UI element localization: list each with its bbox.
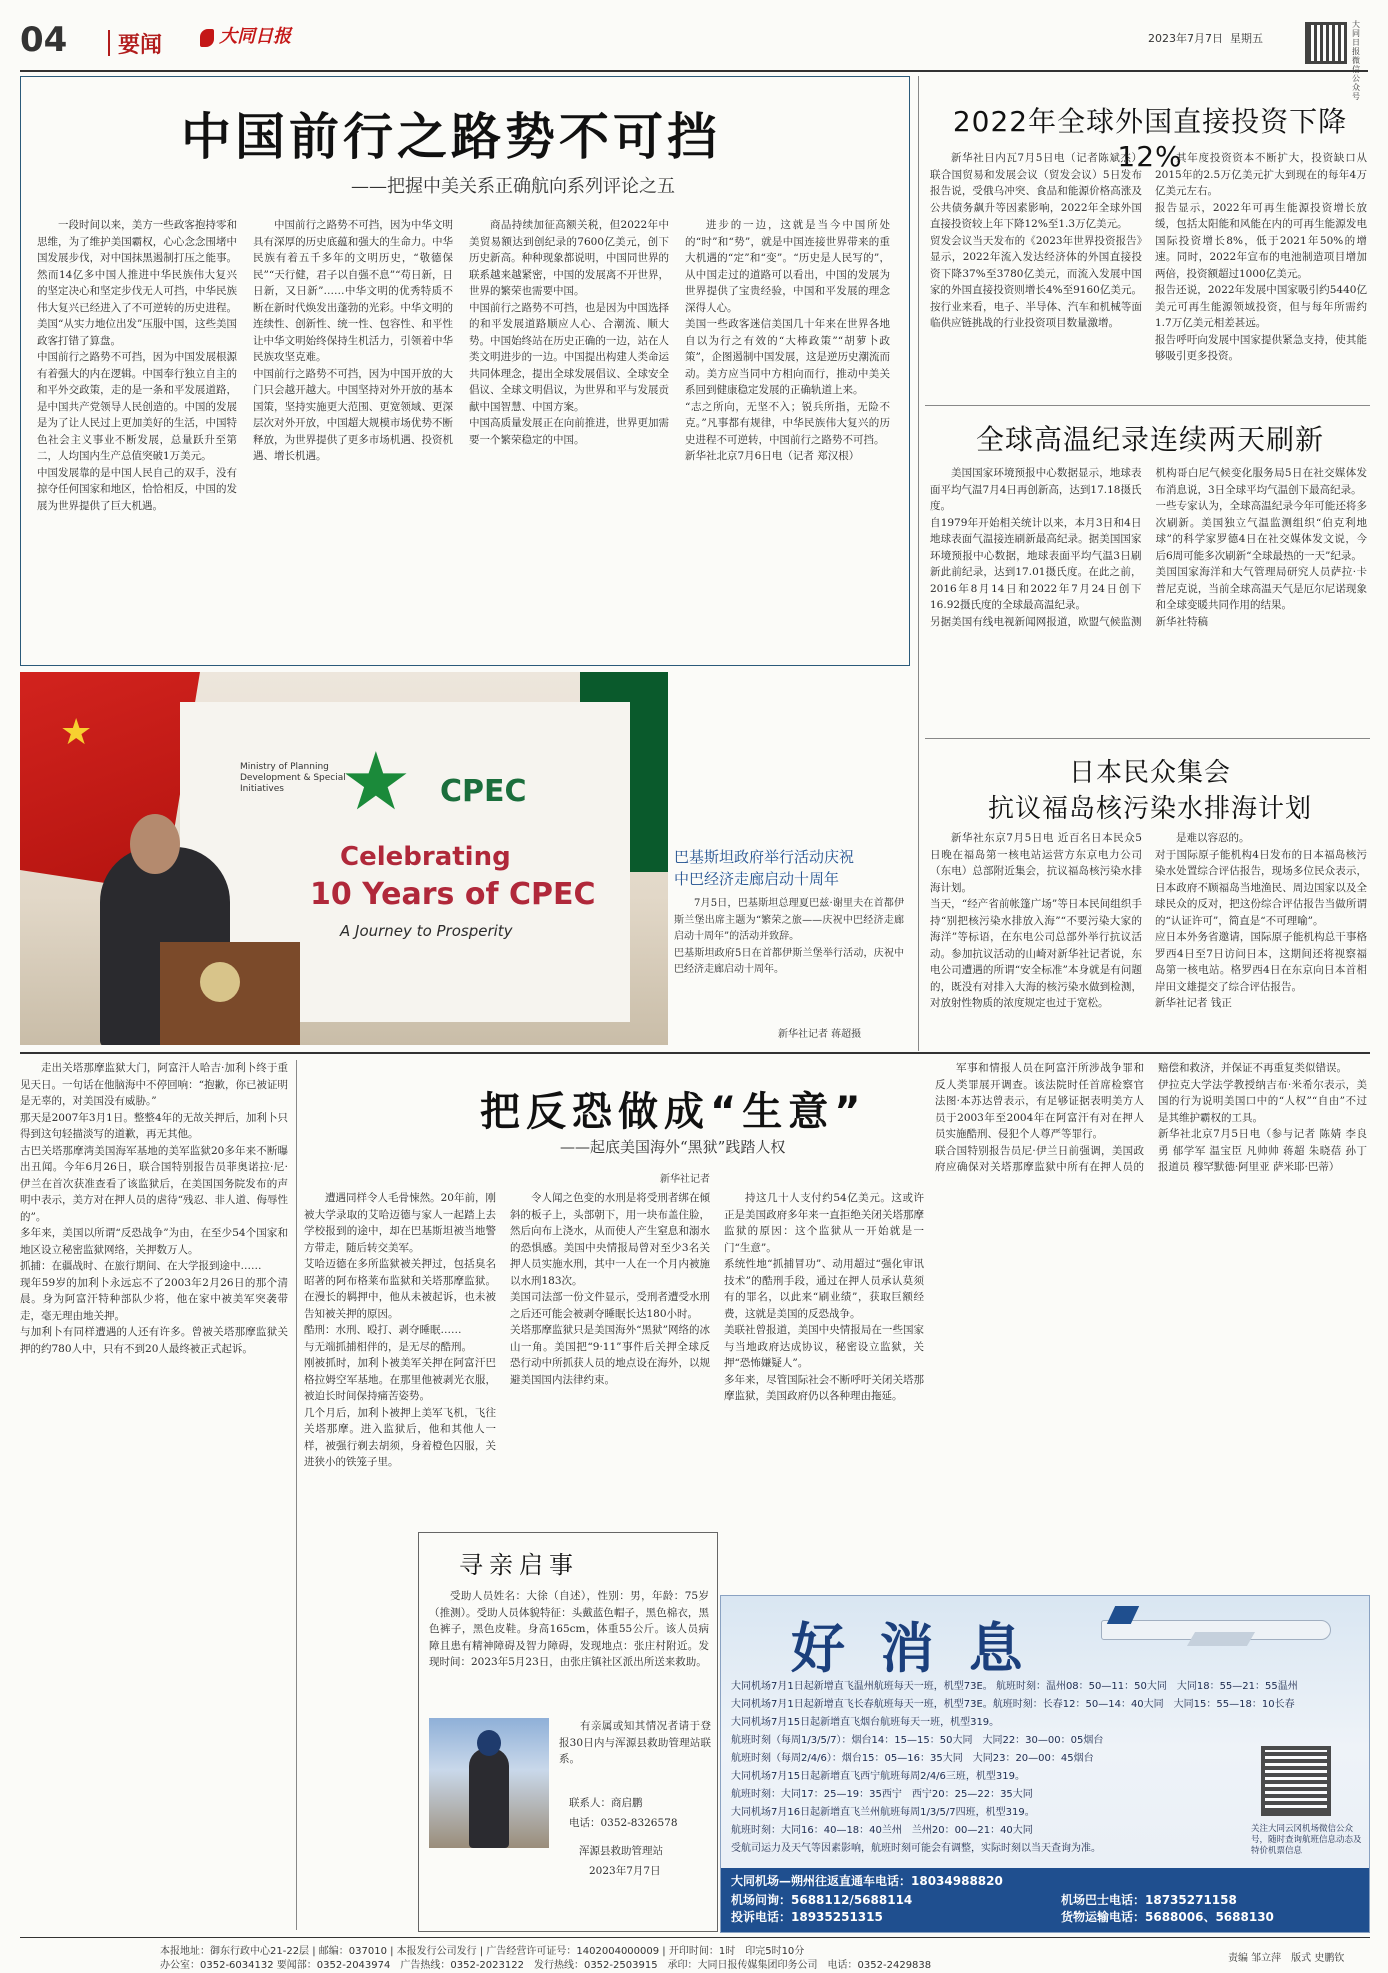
section-name: 要闻 <box>118 33 163 58</box>
terror-left-column: 走出关塔那摩监狱大门，阿富汗人哈吉·加利卜终于重见天日。一句话在他脑海中不停回响：“抱歉，你已被证明是无辜的，对美国没有威胁。” 那天是2007年3月1日。整整4年的无故关押后，加利卜只得到这句轻描淡写的道歉，再无其他。 古巴关塔那摩湾美国海军基地的美军监狱20多年来不断曝出丑闻。今年6月26日，联合国特别报告员菲奥诺拉·尼·伊兰在首次获准查看了该监狱后，在美国国务院发布的声明中表示，美方对在押人员的虐待“残忍、非人道、侮辱性的”。 多年来，美国以所谓“反恐战争”为由，在至少54个国家和地区设立秘密监狱网络，关押数万人。 抓捕：在疆战时、在旅行期间、在大学报到途中…… 现年59岁的加利卜永远忘不了2003年2月26日的那个清晨。身为阿富汗特种部队少将，他在家中被美军突袭带走，毫无理由地关押。 与加利卜有同样遭遇的人还有许多。曾被关塔那摩监狱关押的约780人中，只有不到20人最终被正式起诉。 <box>20 1062 288 1355</box>
banner-line-3: A Journey to Prosperity <box>340 922 513 940</box>
china-flag-star-icon: ★ <box>60 712 93 753</box>
missing-person-contact: 联系人：商启鹏 <box>569 1797 643 1809</box>
banner-line-2: 10 Years of CPEC <box>310 877 596 912</box>
cargo-phone: 货物运输电话：5688006、5688130 <box>1061 1910 1274 1924</box>
heat-article-title: 全球高温纪录连续两天刷新 <box>975 423 1324 456</box>
missing-person-box <box>418 1532 718 1932</box>
missing-person-notice: 有亲属或知其情况者请于登报30日内与浑源县救助管理站联系。 <box>559 1720 711 1765</box>
date: 2023年7月7日 <box>1148 32 1223 45</box>
flight-row: 航班时刻：大同16：40—18：40兰州 兰州20：00—21：40大同 <box>731 1825 1033 1836</box>
footer-editor: 责编 邹立萍 版式 史鹏钦 <box>1228 1953 1345 1964</box>
flight-row: 航班时刻：大同17：25—19：35西宁 西宁20：25—22：35大同 <box>731 1789 1033 1800</box>
flight-row: 大同机场7月1日起新增直飞长春航班每天一班，机型73E。航班时刻：长春12：50—14：40大同 大同15：55—18：10长春 <box>731 1699 1295 1710</box>
cpec-photo <box>20 672 668 1045</box>
footer-rule <box>20 1937 1370 1938</box>
main-article-col-1: 一段时间以来，美方一些政客抱持零和思维，为了维护美国霸权，心心念念围堵中国发展步伐，对中国抹黑遏制打压之能事。然而14亿多中国人推进中华民族伟大复兴的坚定决心和坚定步伐无人可挡，中华民族伟大复兴已经进入了不可逆转的历史进程。美国“从实力地位出发”压服中国，这些美国政客打错了算盘。 中国前行之路势不可挡，因为中国发展根源有着强大的内在逻辑。中国奉行独立自主的和平外交政策，走的是一条和平发展道路，是中国共产党领导人民创造的。中国的发展是为了让人民过上更加美好的生活，中国特色社会主义事业不断发展，总量跃升至第二，人均国内生产总值突破1万美元。 中国发展靠的是中国人民自己的双手，没有掠夺任何国家和地区，恰恰相反，中国的发展为世界提供了巨大机遇。 <box>37 219 237 512</box>
speaker-head <box>130 814 180 874</box>
header-date <box>1148 30 1263 46</box>
airport-bus-phone: 机场巴士电话：18735271158 <box>1061 1893 1237 1907</box>
fukushima-title-1: 日本民众集会 <box>1068 758 1231 788</box>
terror-article-subtitle: ——起底美国海外“黑狱”践踏人权 <box>560 1138 786 1156</box>
podium-emblem-icon <box>200 962 240 1002</box>
missing-person-date: 2023年7月7日 <box>589 1865 661 1877</box>
person-head <box>477 1730 501 1756</box>
header-divider <box>108 30 110 56</box>
complaint-phone: 投诉电话：18935251315 <box>731 1910 883 1924</box>
airport-qr-caption: 关注大同云冈机场微信公众号，随时查询航班信息动态及特价机票信息 <box>1251 1824 1362 1856</box>
flight-row: 大同机场7月16日起新增直飞兰州航班每周1/3/5/7四班，机型319。 <box>731 1807 1035 1818</box>
terror-byline: 新华社记者 <box>660 1174 710 1185</box>
mid-page-rule <box>20 1052 1370 1054</box>
fdi-bottom-rule <box>925 405 1370 406</box>
header-qr-caption: 大同日报微 公众号 <box>1352 20 1360 101</box>
paper-logo-mark-icon <box>200 29 214 47</box>
cpec-logo: CPEC <box>440 774 527 809</box>
fukushima-col-1: 新华社东京7月5日电 近百名日本民众5日晚在福岛第一核电站运营方东京电力公司（东电）总部附近集会，抗议福岛核污染水排海计划。 当天，“经产省前帐篷广场”等日本民间组织手持“别把核污染水排放入海”“不要污染大家的海洋”等标语，在东电公司总部外举行抗议活动。参加抗议活动的山崎对新华社记者说，东电公司遭遇的所谓“安全标准”本身就是有问题的，既没有对排入大海的核污染水做到检测，对放射性物质的浓度规定也过于宽松。 <box>930 832 1142 1009</box>
cpec-caption-text: 7月5日，巴基斯坦总理夏巴兹·谢里夫在首都伊斯兰堡出席主题为“繁荣之旅——庆祝中巴经济走廊启动十周年”的活动并致辞。 巴基斯坦政府5日在首都伊斯兰堡举行活动，庆祝中巴经济走廊启动十周年。 <box>674 898 904 975</box>
good-news-title: 好 消 息 <box>791 1617 1031 1680</box>
main-article-col-3: 商品持续加征高额关税，但2022年中美贸易额达到创纪录的7600亿美元，创下历史新高。种种现象都说明，中国同世界的联系越来越紧密，中国的发展离不开世界，世界的繁荣也需要中国。 中国前行之路势不可挡，也是因为中国选择的和平发展道路顺应人心、合潮流、顺大势。中国始终站在历史正确的一边，站在人类文明进步的一边。中国提出构建人类命运共同体理念，提出全球发展倡议、全球安全倡议、全球文明倡议，为世界和平与发展贡献中国智慧、中国方案。 中国高质量发展正在向前推进，世界更加需要一个繁荣稳定的中国。 <box>469 219 669 446</box>
missing-person-title: 寻亲启事 <box>459 1551 579 1579</box>
banner-line-1: Celebrating <box>340 842 511 872</box>
main-article-box <box>20 76 910 666</box>
main-article-col-2: 中国前行之路势不可挡，因为中华文明具有深厚的历史底蕴和强大的生命力。中华民族有着五千多年的文明历史，“敬德保民”“天行健，君子以自强不息”“苟日新，日日新，又日新”……中华文明的优秀特质不断在新时代焕发出蓬勃的光彩。中华文明的连续性、创新性、统一性、包容性、和平性让中华文明始终保持生机活力，引领着中华民族攻坚克难。 中国前行之路势不可挡，因为中国开放的大门只会越开越大。中国坚持对外开放的基本国策，坚持实施更大范围、更宽领域、更深层次对外开放，中国超大规模市场优势不断释放，为世界提供了更多市场机遇、投资机遇、增长机遇。 <box>253 219 453 462</box>
missing-person-photo <box>429 1718 549 1848</box>
cpec-caption-title-1: 巴基斯坦政府举行活动庆祝 <box>674 848 855 866</box>
terror-col-3: 令人闻之色变的水刑是将受刑者绑在倾斜的板子上，头部朝下，用一块布盖住脸，然后向布上浇水，从而使人产生窒息和溺水的恐惧感。美国中央情报局曾对至少3名关押人员实施水刑，其中一人在一个月内被施以水刑183次。 美国司法部一份文件显示，受刑者遭受水刑之后还可能会被剥夺睡眠长达180小时。 关塔那摩监狱只是美国海外“黑狱”网络的冰山一角。美国把“9·11”事件后关押全球反恐行动中所抓获人员的地点设在海外，以规避美国国内法律约束。 <box>510 1192 710 1386</box>
terror-right-column: 军事和情报人员在阿富汗所涉战争罪和反人类罪展开调查。该法院时任首席检察官法图·本苏达曾表示，有足够证据表明美方人员于2003年至2004年在阿富汗有对在押人员实施酷刑、侵犯个人尊严等罪行。 联合国特别报告员尼·伊兰日前强调，美国政府应确保对关塔那摩监狱中所有在押人员的赔偿和救济，并保证不再重复类似错误。 伊拉克大学法学教授纳吉布·米希尔表示，美国的行为说明美国口中的“人权”“自由”不过是其维护霸权的工具。 新华社北京7月5日电（参与记者 陈婧 李良勇 郁学军 温宝臣 凡帅帅 蒋超 朱晓蓓 孙丁 报道员 穆罕默德·阿里亚 萨米耶·巴蒂） <box>935 1062 1367 1173</box>
shuttle-phone: 大同机场—朔州往返直通车电话：18034988820 <box>731 1874 1003 1888</box>
footer-line-1: 本报地址：御东行政中心21-22层 | 邮编：037010 | 本报发行公司发行 | 广告经营许可证号：1402004000009 | 开印时间：1时 印完5时10分 <box>160 1946 805 1957</box>
cpec-caption-box <box>668 840 910 1045</box>
flight-row: 大同机场7月1日起新增直飞温州航班每天一班，机型73E。 航班时刻：温州08：50—11：50大同 大同18：55—21：55温州 <box>731 1681 1298 1692</box>
header-qr-icon[interactable] <box>1305 22 1347 64</box>
airport-inquiry-phone: 机场问询：5688112/5688114 <box>731 1893 913 1907</box>
fukushima-title-2: 抗议福岛核污染水排海计划 <box>987 794 1312 824</box>
good-news-ad <box>720 1595 1370 1933</box>
heat-bottom-rule <box>925 738 1370 739</box>
flight-row: 大同机场7月15日起新增直飞西宁航班每周2/4/6三班，机型319。 <box>731 1771 1025 1782</box>
heat-article-col: 美国国家环境预报中心数据显示，地球表面平均气温7月4日再创新高，达到17.18摄氏度。 自1979年开始相关统计以来，本月3日和4日地球表面气温接连刷新最高纪录。据美国国家环境预报中心数据，地球表面平均气温3日刷新此前纪录，达到17.01摄氏度。在此之前，2016年8月14日和2022年7月24日创下16.92摄氏度的全球最高温纪录。 另据美国有线电视新闻网报道，欧盟气候监测机构哥白尼气候变化服务局5日在社交媒体发布消息说，3日全球平均气温创下最高纪录。 一些专家认为，全球高温纪录今年可能还将多次刷新。美国独立气温监测组织“伯克利地球”的科学家罗德4日在社交媒体发文说，今后6周可能多次刷新“全球最热的一天”纪录。 美国国家海洋和大气管理局研究人员萨拉·卡普尼克说，当前全球高温天气是厄尔尼诺现象和全球变暖共同作用的结果。 新华社特稿 <box>930 467 1367 628</box>
ad-contact-bar <box>721 1868 1370 1933</box>
airplane-icon <box>1101 1606 1351 1646</box>
paper-logo <box>200 22 291 48</box>
flight-row: 航班时刻（每周1/3/5/7）：烟台14：15—15：50大同 大同22：30—00：05烟台 <box>731 1735 1104 1746</box>
fukushima-col-2: 是难以容忍的。 对于国际原子能机构4日发布的日本福岛核污染水处置综合评估报告，现场多位民众表示，日本政府不顾福岛当地渔民、周边国家以及全球民众的反对，把这份综合评估报告当做所谓的“认证许可”，简直是“不可理喻”。 应日本外务省邀请，国际原子能机构总干事格罗西4日至7日访问日本，这期间还将视察福岛第一核电站。格罗西4日在东京向日本首相岸田文雄提交了综合评估报告。 新华社记者 钱正 <box>1155 832 1367 1009</box>
main-article-subtitle: ——把握中美关系正确航向系列评论之五 <box>351 176 675 197</box>
cpec-caption-credit: 新华社记者 蒋超摄 <box>778 1029 862 1040</box>
cpec-star-logo-icon: ★ <box>340 735 412 828</box>
flight-list <box>731 1678 1298 1858</box>
flight-row: 大同机场7月15日起新增直飞烟台航班每天一班，机型319。 <box>731 1717 1000 1728</box>
terror-left-rule <box>296 1060 297 1930</box>
main-article-col-4: 进步的一边，这就是当今中国所处的“时”和“势”，就是中国连接世界带来的重大机遇的“定”和“变”。“历史是人民写的”，从中国走过的道路可以看出，中国的发展为世界提供了宝贵经验，中国和平发展的理念深得人心。 美国一些政客迷信美国几十年来在世界各地自以为行之有效的“大棒政策”“胡萝卜政策”，企图遏制中国发展，这是逆历史潮流而动。美方应当同中方相向而行，推动中美关系回到健康稳定发展的正确轨道上来。 “志之所向，无坚不入；锐兵所指，无险不克。”凡事都有规律，中华民族伟大复兴的历史进程不可逆转，中国前行之路势不可挡。 新华社北京7月6日电（记者 郑汉根） <box>685 219 890 462</box>
terror-article-title: 把反恐做成“生意” <box>480 1089 867 1135</box>
airport-qr-icon[interactable] <box>1261 1746 1331 1816</box>
terror-col-4: 持这几十人支付约54亿美元。这或许正是美国政府多年来一直拒绝关闭关塔那摩监狱的原因：这个监狱从一开始就是一门“生意”。 系统性地“抓捕冒功”、动用超过“强化审讯技术”的酷刑手段，通过在押人员承认莫须有的罪名，以此来“刷业绩”，获取巨额经费，这就是美国的反恐战争。 美联社曾报道，美国中央情报局在一些国家与当地政府达成协议，秘密设立监狱，关押“恐怖嫌疑人”。 多年来，尽管国际社会不断呼吁关闭关塔那摩监狱，美国政府仍以各种理由拖延。 <box>724 1192 924 1402</box>
missing-person-org: 浑源县救助管理站 <box>579 1845 663 1857</box>
fdi-article-title: 2022年全球外国直接投资下降12% <box>952 105 1348 173</box>
ministry-label: Ministry of Planning Development & Special Initiatives <box>240 762 346 794</box>
missing-person-phone: 电话：0352-8326578 <box>569 1817 678 1829</box>
right-column-rule <box>918 76 919 1051</box>
flight-row: 受航司运力及天气等因素影响，航班时刻可能会有调整，实际时刻以当天查询为准。 <box>731 1843 1101 1854</box>
fdi-article-col-1: 新华社日内瓦7月5日电（记者陈斌杰）联合国贸易和发展会议（贸发会议）5日发布报告说，受俄乌冲突、食品和能源价格高涨及公共债务飙升等因素影响，2022年全球外国直接投资较上年下降12%至1.3万亿美元。 贸发会议当天发布的《2023年世界投资报告》显示，2022年流入发达经济体的外国直接投资下降37%至3780亿美元，而流入发展中国家的外国直接投资则增长4%至9160亿美元。按行业来看，电子、半导体、汽车和机械等面临供应链挑战的行业投资项目数量激增。 <box>930 152 1142 329</box>
missing-person-text: 受助人员姓名：大徐（自述），性别：男，年龄：75岁（推测）。受助人员体貌特征：头戴蓝色帽子，黑色棉衣，黑色裤子，黑色皮鞋。身高165cm，体重55公斤。该人员病障且患有精神障碍及智力障碍，发现地点：张庄村附近。发现时间：2023年5月23日，由张庄镇社区派出所送来救助。 <box>429 1590 709 1668</box>
person-figure <box>469 1748 509 1848</box>
paper-name: 大同日报 <box>219 26 292 47</box>
weekday: 星期五 <box>1230 32 1263 45</box>
main-article-title: 中国前行之路势不可挡 <box>181 108 721 166</box>
page-number: 04 <box>20 20 68 60</box>
cpec-caption-title-2: 中巴经济走廊启动十周年 <box>674 870 840 888</box>
terror-col-2: 遭遇同样令人毛骨悚然。20年前，刚被大学录取的艾哈迈德与家人一起踏上去学校报到的途中，却在巴基斯坦被当地警方带走，随后转交美军。 艾哈迈德在多所监狱被关押过，包括臭名昭著的阿布格莱布监狱和关塔那摩监狱。在漫长的羁押中，他从未被起诉，也未被告知被关押的原因。 酷刑：水刑、殴打、剥夺睡眠…… 与无端抓捕相伴的，是无尽的酷刑。 刚被抓时，加利卜被美军关押在阿富汗巴格拉姆空军基地。在那里他被剥光衣服，被迫长时间保持痛苦姿势。 几个月后，加利卜被押上美军飞机，飞往关塔那摩。进入监狱后，他和其他人一样，被强行剃去胡须，身着橙色囚服，关进狭小的铁笼子里。 <box>304 1192 496 1468</box>
flight-row: 航班时刻（每周2/4/6）：烟台15：05—16：35大同 大同23：20—00：45烟台 <box>731 1753 1094 1764</box>
fdi-article-col-2: 其年度投资资本不断扩大，投资缺口从2015年的2.5万亿美元扩大到现在的每年4万亿美元左右。 报告显示，2022年可再生能源投资增长放缓，包括太阳能和风能在内的可再生能源发电国际投资增长8%，低于2021年50%的增速。同时，2022年宣布的电池制造项目增加两倍，投资额超过1000亿美元。 报告还说，2022年发展中国家吸引约5440亿美元可再生能源领域投资，但与每年所需约1.7万亿美元相差甚远。 报告呼吁向发展中国家提供紧急支持，使其能够吸引更多投资。 <box>1155 152 1367 362</box>
footer-line-2: 办公室：0352-6034132 要闻部：0352-2043974 广告热线：0352-2023122 发行热线：0352-2503915 承印：大同日报传媒集团印务公司 电话：0352-2429838 <box>160 1960 932 1971</box>
header-rule <box>20 70 1368 72</box>
